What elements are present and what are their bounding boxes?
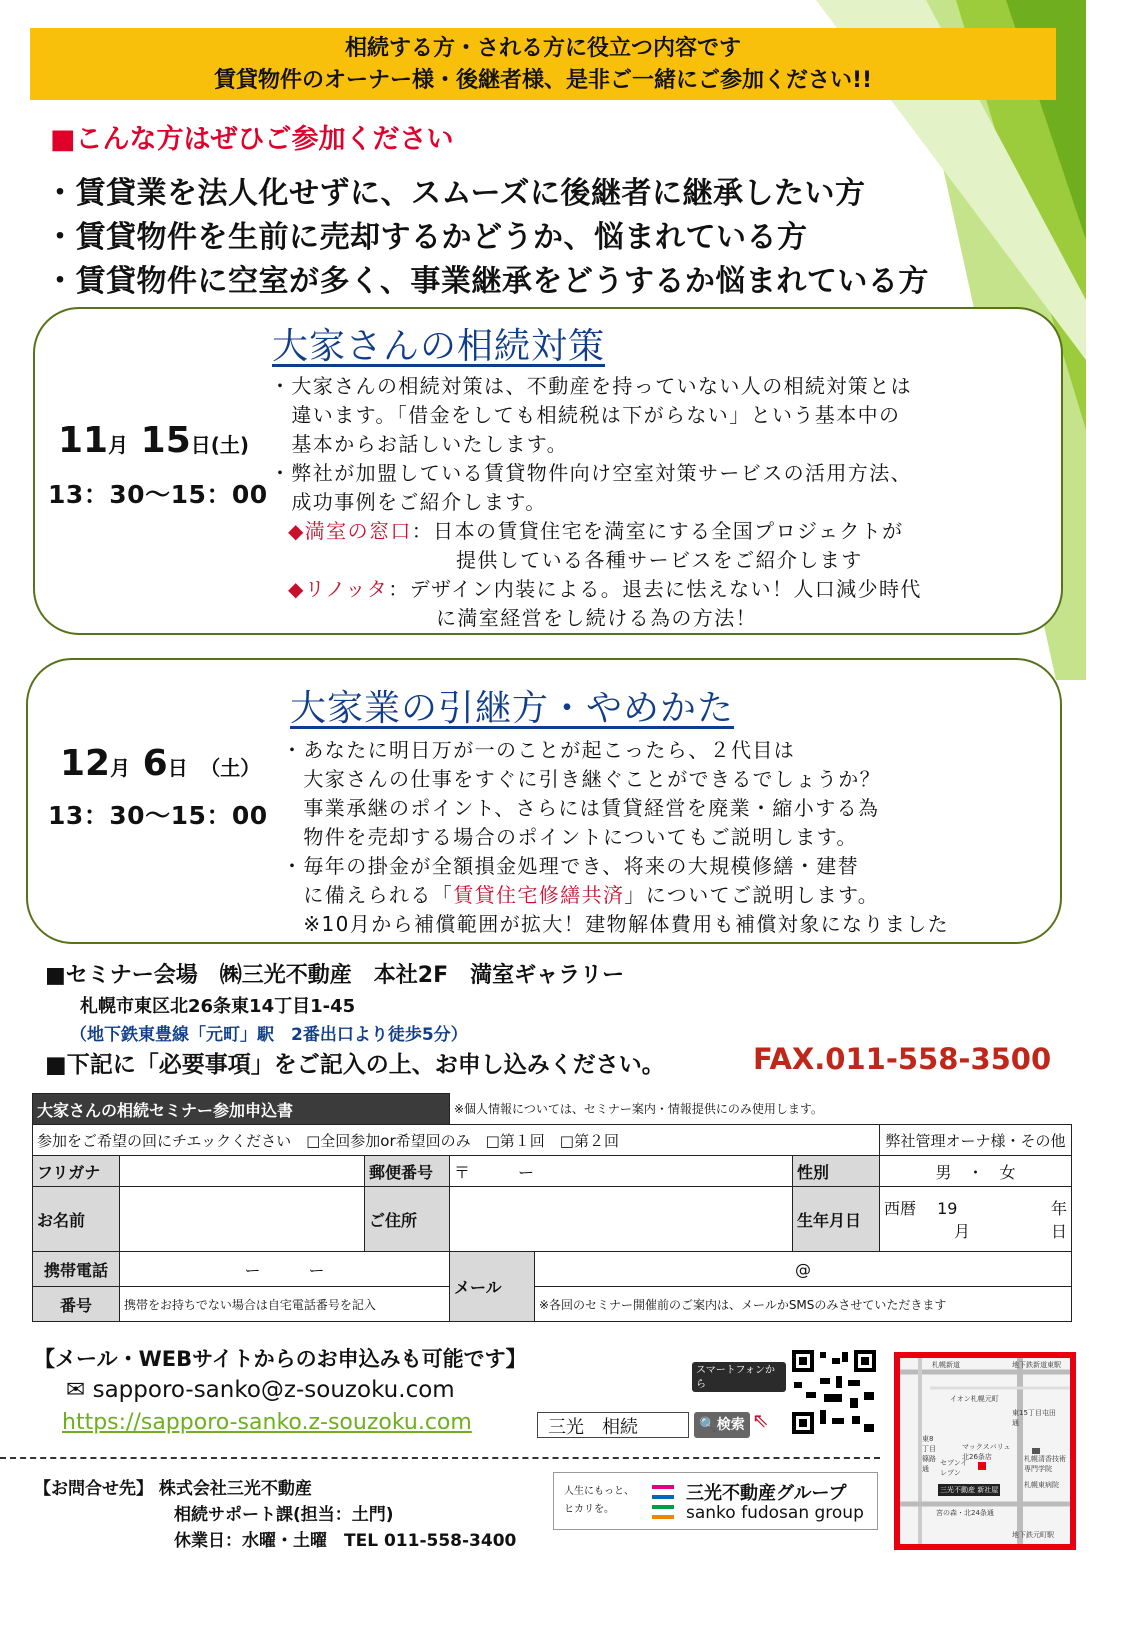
month: 11 (58, 420, 109, 461)
mail-icon: ✉ (66, 1377, 86, 1403)
map-label: 宮の森・北24条通 (936, 1509, 994, 1517)
phone-label-1: 携帯電話 (33, 1252, 120, 1287)
desc-line: ・大家さんの相続対策は、不動産を持っていない人の相続対策とは (270, 374, 912, 398)
desc-line: ・毎年の掛金が全額損金処理でき、将来の大規模修繕・建替 (282, 854, 859, 878)
map-label: 札幌新道 (932, 1361, 960, 1369)
logo-name-jp: 三光不動産グループ (686, 1483, 847, 1504)
desc-line: 大家さんの仕事をすぐに引き継ぐことができるでしょうか？ (282, 767, 881, 791)
banner-line-1: 相続する方・される方に役立つ内容です (344, 36, 741, 61)
seminar-2-title: 大家業の引継方・やめかた (290, 688, 735, 729)
birth-era: 西暦 19 (884, 1199, 958, 1218)
service-2-text-2: に満室経営をし続ける為の方法！ (436, 606, 757, 630)
phone-label-2: 番号 (33, 1287, 120, 1322)
owner-category[interactable]: 弊社管理オーナ様・その他 (880, 1125, 1072, 1156)
birth-year: 年 (1050, 1199, 1067, 1218)
seminar-2-time: 13：30〜15：00 (48, 801, 268, 830)
seminar-2-date (60, 743, 260, 784)
address-input[interactable] (450, 1187, 793, 1252)
session-checkbox-row[interactable]: 参加をご希望の回にチエックください □全回参加or希望回のみ □第１回 □第２回 (33, 1125, 880, 1156)
birth-day: 日 (1050, 1222, 1067, 1241)
banner-line-2: 賃貸物件のオーナー様・後継者様、是非ご一緒にご参加ください!! (213, 68, 873, 93)
venue-heading-text: ■セミナー会場 ㈱三光不動産 本社2F 満室ギャラリー (45, 963, 625, 988)
form-title: 大家さんの相続セミナー参加申込書 (33, 1094, 450, 1125)
map-label: 地下鉄新道東駅 (1012, 1361, 1061, 1369)
day-unit: 日(土) (190, 433, 250, 457)
map-label: イオン札幌元町 (950, 1395, 999, 1403)
month-unit: 月 (110, 756, 131, 780)
weekday: （土） (200, 756, 261, 780)
apply-heading: ■下記に「必要事項」をご記入の上、お申し込みください。 (45, 1052, 665, 1078)
desc-line: ・あなたに明日万が一のことが起こったら、２代目は (282, 738, 796, 762)
venue-access: （地下鉄東豊線「元町」駅 2番出口より徒歩5分） (70, 1025, 468, 1045)
birth-label: 生年月日 (793, 1187, 880, 1252)
desc-line: 違います。「借金をしても相続税は下がらない」という基本中の (270, 403, 901, 427)
logo-tagline (564, 1483, 634, 1519)
target-item: ・賃貸物件を生前に売却するかどうか、悩まれている方 (45, 220, 808, 255)
search-button[interactable] (694, 1412, 750, 1438)
day-unit: 日 (167, 756, 188, 780)
service-1 (270, 517, 922, 546)
day: 6 (142, 743, 168, 784)
service-2 (270, 575, 922, 604)
service-1-text-2: 提供している各種サービスをご紹介します (456, 548, 863, 572)
venue-heading (45, 958, 624, 989)
map-label: 札幌清香技術専門学院 (1024, 1455, 1066, 1473)
qr-badge-line-1: スマートフォンから (696, 1365, 775, 1390)
kyosai-name: 賃貸住宅修繕共済 (453, 883, 625, 907)
gender-label: 性別 (793, 1156, 880, 1187)
logo-name-en: sanko fudosan group (686, 1503, 864, 1523)
website-link[interactable]: https://sapporo-sanko.z-souzoku.com (62, 1410, 472, 1435)
logo-tagline-1: 人生にもっと、 (564, 1486, 634, 1497)
phone-input[interactable]: ー ー (120, 1252, 450, 1287)
application-form (32, 1093, 1072, 1322)
desc-line: ・弊社が加盟している賃貸物件向け空室対策サービスの活用方法、 (270, 461, 912, 485)
service-2-text: ：デザイン内装による。退去に怯えない！人口減少時代 (388, 577, 922, 601)
birth-input[interactable] (880, 1187, 1072, 1252)
contact-company: 株式会社三光不動産 (158, 1479, 312, 1499)
map-label: セブンイレブン (940, 1459, 968, 1477)
search-icon: 🔍 (699, 1417, 717, 1433)
qr-badge-line-2: 簡単アクセス (696, 1393, 756, 1404)
contact-label: 【お問合せ先】 (34, 1479, 153, 1499)
text: 」についてご説明します。 (624, 883, 880, 907)
desc-line: 成功事例をご紹介します。 (270, 490, 547, 514)
mail-label: メール (450, 1252, 535, 1322)
desc-line-kyosai (282, 881, 949, 910)
phone-note: 携帯をお持ちでない場合は自宅電話番号を記入 (120, 1287, 450, 1322)
privacy-note: ※個人情報については、セミナー案内・情報提供にのみ使用します。 (454, 1102, 823, 1117)
contact-info (34, 1476, 516, 1554)
search-button-label: 検索 (716, 1417, 745, 1433)
map-label: 東8丁目篠路通 (922, 1435, 936, 1473)
target-item: ・賃貸業を法人化せずに、スムーズに後継者に継承したい方 (45, 176, 866, 211)
qr-code-icon[interactable] (790, 1348, 878, 1436)
map-label: 東15丁目屯田通 (1012, 1409, 1056, 1427)
map-label: 地下鉄元町駅 (1012, 1531, 1054, 1539)
target-item: ・賃貸物件に空室が多く、事業継承をどうするか悩まれている方 (45, 264, 929, 299)
desc-line: ※10月から補償範囲が拡大！建物解体費用も補償対象になりました (282, 912, 950, 936)
seminar-2-description (282, 736, 949, 939)
postal-input[interactable]: 〒 ー (450, 1156, 793, 1187)
fax-number[interactable]: FAX.011-558-3500 (753, 1042, 1052, 1076)
venue-address: 札幌市東区北26条東14丁目1-45 (80, 996, 356, 1017)
month: 12 (60, 743, 111, 784)
name-label: お名前 (33, 1187, 120, 1252)
online-heading: 【メール・WEBサイトからのお申込みも可能です】 (34, 1347, 527, 1371)
seminar-1-time: 13：30〜15：00 (48, 480, 268, 509)
logo-tagline-2: ヒカリを。 (564, 1504, 614, 1515)
gender-select[interactable]: 男 ・ 女 (880, 1156, 1072, 1187)
mail-note: ※各回のセミナー開催前のご案内は、メールかSMSのみさせていただきます (535, 1287, 1072, 1322)
desc-line: 基本からお話しいたします。 (270, 432, 568, 456)
search-box[interactable]: 三光 相続 (537, 1412, 689, 1438)
dashed-divider (0, 1457, 880, 1459)
address-label: ご住所 (365, 1187, 450, 1252)
contact-hours: 休業日：水曜・土曜 TEL 011-558-3400 (174, 1531, 517, 1551)
birth-month: 月 (954, 1222, 971, 1241)
mail-input[interactable]: @ (535, 1252, 1072, 1287)
month-unit: 月 (108, 433, 129, 457)
seminar-1-description (270, 372, 922, 633)
map-label: 札幌東病院 (1024, 1481, 1059, 1489)
email-address[interactable]: sapporo-sanko@z-souzoku.com (92, 1377, 455, 1403)
desc-line: 物件を売却する場合のポイントについてもご説明します。 (282, 825, 858, 849)
map-label: マックスバリュ北26条店 (962, 1443, 1011, 1461)
furigana-input[interactable] (120, 1156, 365, 1187)
day: 15 (140, 420, 191, 461)
qr-badge (692, 1362, 786, 1404)
seminar-1-title: 大家さんの相続対策 (272, 326, 606, 367)
furigana-label: フリガナ (33, 1156, 120, 1187)
service-1-label: ◆満室の窓口 (288, 519, 412, 543)
contact-dept: 相続サポート課(担当：土門) (174, 1505, 394, 1525)
access-map (894, 1352, 1076, 1550)
service-2-label: ◆リノッタ (288, 577, 389, 601)
logo-mark-icon (652, 1481, 676, 1525)
text: に備えられる「 (282, 883, 454, 907)
target-heading: ■こんな方はぜひご参加ください (50, 124, 454, 155)
cursor-click-icon: ⇖ (752, 1408, 769, 1432)
seminar-1-date (58, 420, 249, 461)
top-banner (30, 28, 1056, 100)
postal-label: 郵便番号 (365, 1156, 450, 1187)
name-input[interactable] (120, 1187, 365, 1252)
company-logo (553, 1472, 878, 1530)
service-1-text: ：日本の賃貸住宅を満室にする全国プロジェクトが (411, 519, 904, 543)
map-label-office: 三光不動産 新社屋 (940, 1486, 999, 1494)
desc-line: 事業承継のポイント、さらには賃貸経営を廃業・縮小する為 (282, 796, 880, 820)
email-row[interactable] (66, 1377, 455, 1403)
